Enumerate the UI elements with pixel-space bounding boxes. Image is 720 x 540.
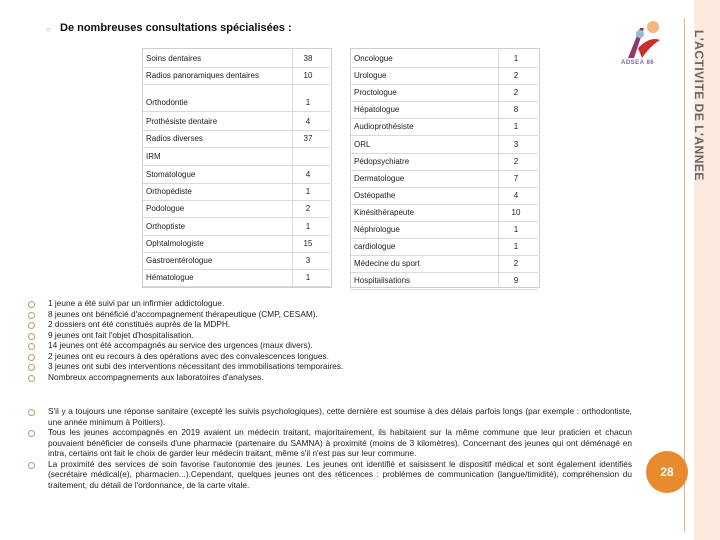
logo-circle-blue bbox=[636, 30, 644, 38]
right-table-row bbox=[350, 238, 538, 256]
right-table-row-value: 10 bbox=[511, 208, 521, 217]
right-table-row bbox=[350, 187, 538, 205]
summary-bullet-text: 1 jeune a été suivi par un infirmier addictologue. bbox=[48, 298, 225, 308]
bullet-icon bbox=[28, 430, 35, 437]
right-table-row bbox=[350, 101, 538, 119]
right-table-row-value: 2 bbox=[513, 88, 519, 97]
bullet-list-summary bbox=[28, 298, 343, 382]
left-table-row-value: 38 bbox=[303, 54, 313, 63]
right-table-row-value: 2 bbox=[513, 259, 519, 268]
analysis-bullet-item bbox=[28, 406, 632, 427]
right-table-row-value: 1 bbox=[513, 54, 519, 63]
left-table-row bbox=[142, 50, 330, 68]
left-table-row-value: 2 bbox=[305, 204, 311, 213]
summary-bullet-item bbox=[28, 361, 343, 372]
bullet-icon bbox=[28, 301, 35, 308]
left-table-row-label: Orthopédiste bbox=[146, 187, 192, 196]
left-table-row-label: Radios diverses bbox=[146, 134, 203, 143]
slide-title: De nombreuses consultations spécialisées : bbox=[60, 22, 292, 34]
right-table-row bbox=[350, 153, 538, 171]
right-table-row-label: Hospitalisations bbox=[354, 276, 411, 285]
page-number-badge: 28 bbox=[646, 451, 688, 493]
right-table-row-value: 1 bbox=[513, 225, 519, 234]
analysis-bullet-text: La proximité des services de soin favorise l'autonomie des jeunes. Les jeunes ont identifié et saisissent le dispositif médical et sont également identifiés (secrétaire médical(e), pharmacien...).Cependant, quelques jeunes ont des réticences : problèmes de communication (langue/timidité), compréhension du traitement, du détail de l'ordonnance, de la carte vitale. bbox=[48, 458, 632, 490]
title-bullet-icon: ○ bbox=[46, 25, 51, 34]
right-table-row-value: 4 bbox=[513, 191, 519, 200]
left-table-row-value: 1 bbox=[305, 187, 311, 196]
summary-bullet-text: 9 jeunes ont fait l'objet d'hospitalisation. bbox=[48, 329, 194, 340]
left-table-row-value: 1 bbox=[305, 98, 311, 107]
left-table-row-label: Stomatologue bbox=[146, 170, 196, 179]
right-table-row bbox=[350, 50, 538, 68]
right-table-row-label: Hépatologue bbox=[354, 105, 400, 114]
left-table-row-label: Radios panoramiques dentaires bbox=[146, 71, 259, 80]
bullet-icon bbox=[28, 462, 35, 469]
bullet-icon bbox=[28, 409, 35, 416]
left-table-row bbox=[142, 200, 330, 218]
left-table-row-label: IRM bbox=[146, 152, 161, 161]
left-table-row-label: Gastroentérologue bbox=[146, 256, 213, 265]
left-table-row-value: 4 bbox=[305, 170, 311, 179]
left-table-row bbox=[142, 148, 330, 166]
analysis-bullet-text: S'il y a toujours une réponse sanitaire (excepté les suivis psychologiques), cette dernière est soumise à des délais parfois longs (par exemple : orthodontiste, une année minimum à Poitiers). bbox=[48, 406, 632, 427]
left-table-row bbox=[142, 183, 330, 201]
summary-bullet-item bbox=[28, 319, 343, 330]
left-table-row-value: 1 bbox=[305, 273, 311, 282]
left-table-row bbox=[142, 113, 330, 131]
left-table-row-value: 10 bbox=[303, 71, 313, 80]
left-table-row-value: 3 bbox=[305, 256, 311, 265]
right-table-row-label: cardiologue bbox=[354, 242, 396, 251]
right-table-row-label: Audioprothésiste bbox=[354, 122, 414, 131]
right-table-row-label: ORL bbox=[354, 140, 371, 149]
right-table-row-label: Kinésithérapeute bbox=[354, 208, 415, 217]
bullet-icon bbox=[28, 322, 35, 329]
analysis-bullet-text: Tous les jeunes accompagnés en 2019 avaient un médecin traitant, majoritairement, ils habitaient sur la même commune que leur praticien et chacun pouvaient bénéficier de conseils d'une pharmacie (partenaire du SAMNA) à proximité (moins de 3 kilomètres). Concernant des jeunes qui ont déménagé en intra, certains ont fait le choix de garder leur médecin traitant, même s'il n'est pas sur leur commune. bbox=[48, 427, 632, 458]
bullet-icon bbox=[28, 354, 35, 361]
left-table-row bbox=[142, 67, 330, 85]
right-table-row bbox=[350, 118, 538, 136]
summary-bullet-item bbox=[28, 330, 343, 341]
right-table-row bbox=[350, 170, 538, 188]
bullet-icon bbox=[28, 364, 35, 371]
left-table-row-value: 37 bbox=[303, 134, 313, 143]
left-table-row-label: Orthodontie bbox=[146, 98, 188, 107]
right-table-row bbox=[350, 67, 538, 85]
right-table-row-label: Médecine du sport bbox=[354, 259, 420, 268]
left-table-row bbox=[142, 252, 330, 270]
right-table-row-value: 2 bbox=[513, 71, 519, 80]
left-table-row-value: 15 bbox=[303, 239, 313, 248]
right-table-row-label: Dermatologue bbox=[354, 174, 405, 183]
left-table-row-value: 4 bbox=[305, 117, 311, 126]
summary-bullet-item bbox=[28, 340, 343, 351]
logo-text: ADSEA 86 bbox=[621, 60, 655, 66]
logo-figure-red bbox=[638, 39, 660, 58]
summary-bullet-item bbox=[28, 372, 343, 383]
side-divider-line bbox=[684, 18, 685, 532]
left-table-row bbox=[142, 130, 330, 148]
bullet-icon bbox=[28, 375, 35, 382]
right-table-row-value: 1 bbox=[513, 242, 519, 251]
bullet-list-analysis bbox=[28, 406, 632, 490]
right-table-row-label: Urologue bbox=[354, 71, 387, 80]
left-consultations-table bbox=[142, 48, 332, 288]
analysis-bullet-item bbox=[28, 427, 632, 459]
summary-bullet-text: 14 jeunes ont été accompagnés au service des urgences (maux divers). bbox=[48, 340, 313, 350]
right-table-row bbox=[350, 84, 538, 102]
summary-bullet-text: 2 dossiers ont été constitués auprès de la MDPH. bbox=[48, 319, 231, 329]
right-table-row-label: Oncologue bbox=[354, 54, 393, 63]
left-table-row-label: Prothésiste dentaire bbox=[146, 117, 218, 126]
right-table-row-value: 2 bbox=[513, 157, 519, 166]
left-table-row bbox=[142, 218, 330, 236]
right-table-row-value: 9 bbox=[513, 276, 519, 285]
section-side-title: L'ACTIVITE DE L'ANNEE bbox=[692, 30, 706, 181]
left-table-row bbox=[142, 269, 330, 287]
bullet-icon bbox=[28, 312, 35, 319]
right-table-row-value: 1 bbox=[513, 122, 519, 131]
logo-circle-orange bbox=[647, 21, 659, 33]
summary-bullet-item bbox=[28, 351, 343, 362]
summary-bullet-item bbox=[28, 298, 343, 309]
left-table-row-label: Ophtalmologiste bbox=[146, 239, 204, 248]
bullet-icon bbox=[28, 343, 35, 350]
right-table-row bbox=[350, 204, 538, 222]
bullet-icon bbox=[28, 333, 35, 340]
right-table-row-label: Ostéopathe bbox=[354, 191, 396, 200]
right-table-row bbox=[350, 136, 538, 154]
left-table-row-value: 1 bbox=[305, 222, 311, 231]
summary-bullet-text: 3 jeunes ont subi des interventions nécessitant des immobilisations temporaires. bbox=[48, 361, 344, 371]
right-table-row bbox=[350, 221, 538, 239]
left-table-row-label: Soins dentaires bbox=[146, 54, 202, 63]
right-table-row-value: 3 bbox=[513, 140, 519, 149]
right-table-row-label: Proctologue bbox=[354, 88, 397, 97]
summary-bullet-text: Nombreux accompagnements aux laboratoires d'analyses. bbox=[48, 371, 264, 382]
left-table-row bbox=[142, 94, 330, 112]
right-table-row-value: 7 bbox=[513, 174, 519, 183]
right-consultations-table bbox=[350, 48, 540, 288]
left-table-row bbox=[142, 235, 330, 253]
right-table-row-label: Néphrologue bbox=[354, 225, 400, 234]
left-table-row-label: Orthoptiste bbox=[146, 222, 186, 231]
summary-bullet-item bbox=[28, 309, 343, 320]
analysis-bullet-item bbox=[28, 459, 632, 491]
summary-bullet-text: 8 jeunes ont bénéficié d'accompagnement thérapeutique (CMP, CESAM). bbox=[48, 308, 318, 319]
right-table-row bbox=[350, 272, 538, 290]
right-table-row bbox=[350, 255, 538, 273]
right-table-row-value: 8 bbox=[513, 105, 519, 114]
left-table-row bbox=[142, 166, 330, 184]
right-table-row-label: Pédopsychiatre bbox=[354, 157, 410, 166]
left-table-row-label: Podologue bbox=[146, 204, 185, 213]
summary-bullet-text: 2 jeunes ont eu recours à des opérations avec des convalescences longues. bbox=[48, 350, 329, 361]
left-table-row-label: Hématologue bbox=[146, 273, 194, 282]
